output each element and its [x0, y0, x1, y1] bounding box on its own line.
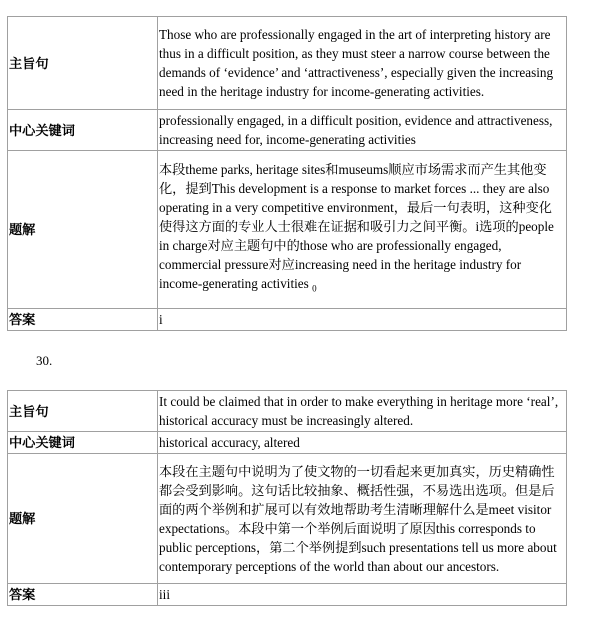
explanation-cell	[158, 151, 567, 309]
answer-text: iii	[158, 584, 567, 606]
table-row	[8, 309, 567, 331]
keywords-text: historical accuracy, altered	[158, 432, 567, 454]
answer-text: i	[158, 309, 567, 331]
table-row	[8, 151, 567, 309]
row-label-topic-sentence: 主旨句	[8, 391, 158, 432]
keywords-text: professionally engaged, in a difficult position, evidence and attractiveness, increasing need for, income-generating activities	[158, 110, 567, 151]
analysis-table-1	[7, 16, 567, 331]
question-number: 30.	[36, 353, 53, 368]
table-row	[8, 584, 567, 606]
analysis-table-2	[7, 390, 567, 606]
row-label-explanation: 题解	[8, 151, 158, 309]
table-row	[8, 110, 567, 151]
row-label-keywords: 中心关键词	[8, 110, 158, 151]
topic-sentence-text: Those who are professionally engaged in the art of interpreting history are thus in a difficult position, as they must steer a narrow course between the demands of ‘evidence’ and ‘attractiveness’, especially given the increasing need in the heritage industry for income-generating activities.	[158, 17, 567, 110]
explanation-text: 本段theme parks, heritage sites和museums顺应市场需求而产生其他变化，提到This development is a response to market forces ... they are also operating in a very competitive environment，最后一句表明，这种变化使得这方面的专业人士很难在证据和吸引力之间平衡。i选项的people in charge对应主题句中的those who are professionally engaged, commercial pressure对应increasing need in the heritage industry for income-generating activities	[159, 162, 554, 292]
row-label-answer: 答案	[8, 584, 158, 606]
row-label-explanation: 题解	[8, 454, 158, 584]
table-row	[8, 17, 567, 110]
table-row	[8, 432, 567, 454]
topic-sentence-text: It could be claimed that in order to make everything in heritage more ‘real’, historical accuracy must be increasingly altered.	[158, 391, 567, 432]
table-row	[8, 391, 567, 432]
footnote-mark: 0	[312, 283, 317, 294]
table-row	[8, 454, 567, 584]
explanation-text: 本段在主题句中说明为了使文物的一切看起来更加真实，历史精确性都会受到影响。这句话比较抽象、概括性强，不易选出选项。但是后面的两个举例和扩展可以有效地帮助考生清晰理解什么是meet visitor expectations。本段中第一个举例后面说明了原因this corresponds to public perceptions，第二个举例提到such presentations tell us more about contemporary perceptions of the world than about our ancestors.	[158, 454, 567, 584]
row-label-keywords: 中心关键词	[8, 432, 158, 454]
row-label-topic-sentence: 主旨句	[8, 17, 158, 110]
row-label-answer: 答案	[8, 309, 158, 331]
